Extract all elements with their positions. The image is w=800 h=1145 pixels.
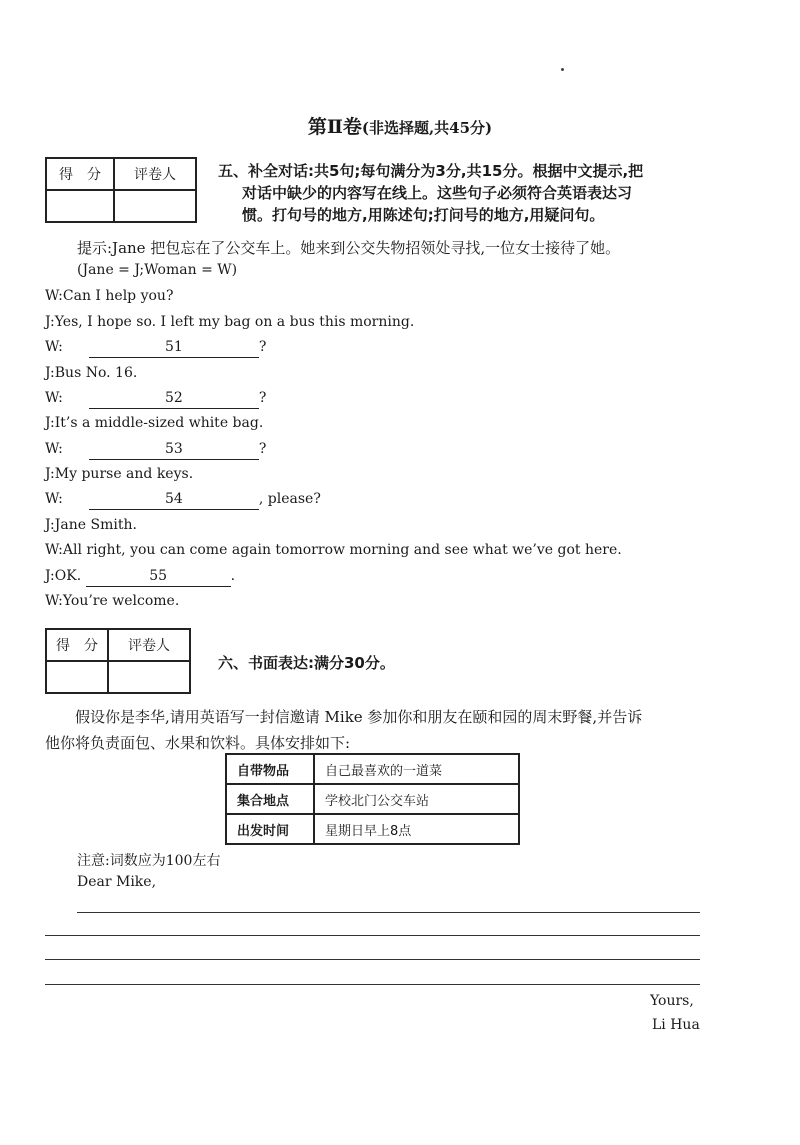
section5-legend: (Jane = J;Woman = W)	[77, 262, 238, 278]
answer-blank-52[interactable]: 52	[89, 390, 259, 409]
table-row	[226, 754, 519, 784]
writing-line[interactable]	[45, 959, 700, 960]
dialogue-line-5: W: 52 ?	[45, 390, 266, 409]
dialogue-line-12: J:OK. 55 .	[45, 568, 235, 587]
dialogue-line-10: J:Jane Smith.	[45, 517, 137, 533]
score-box-6	[45, 628, 191, 694]
letter-signature: Li Hua	[652, 1017, 700, 1033]
prompt-line-2: 他你将负责面包、水果和饮料。具体安排如下:	[45, 734, 351, 752]
grader-cell[interactable]	[114, 190, 196, 222]
answer-blank-54[interactable]: 54	[89, 491, 259, 510]
letter-closing: Yours,	[650, 993, 694, 1009]
dialogue-line-9: W: 54 , please?	[45, 491, 321, 510]
prompt-line-1: 假设你是李华,请用英语写一封信邀请 Mike 参加你和朋友在颐和园的周末野餐,并告诉	[75, 708, 643, 726]
section6-prompt	[45, 704, 745, 756]
word-count-note: 注意:词数应为100左右	[77, 853, 221, 869]
answer-blank-55[interactable]: 55	[86, 568, 231, 587]
page-title	[0, 112, 800, 139]
table-value: 星期日早上8点	[314, 814, 519, 844]
table-key: 自带物品	[226, 754, 314, 784]
table-row	[226, 814, 519, 844]
dialogue-line-7: W: 53 ?	[45, 441, 266, 460]
table-key: 出发时间	[226, 814, 314, 844]
table-value: 学校北门公交车站	[314, 784, 519, 814]
dialogue-line-3: W: 51 ?	[45, 339, 266, 358]
score-box-5	[45, 157, 197, 223]
arrangement-table	[225, 753, 520, 845]
answer-blank-53[interactable]: 53	[89, 441, 259, 460]
score-label: 得 分	[46, 629, 108, 661]
section5-heading-line1: 五、补全对话:共5句;每句满分为3分,共15分。根据中文提示,把	[218, 162, 644, 180]
score-label: 得 分	[46, 158, 114, 190]
grader-label: 评卷人	[114, 158, 196, 190]
score-cell[interactable]	[46, 190, 114, 222]
section5-heading-line2: 对话中缺少的内容写在线上。这些句子必须符合英语表达习	[242, 184, 633, 202]
table-row	[226, 784, 519, 814]
section5-heading	[218, 160, 758, 226]
writing-line[interactable]	[45, 935, 700, 936]
dialogue-line-8: J:My purse and keys.	[45, 466, 194, 482]
dialogue-line-4: J:Bus No. 16.	[45, 365, 138, 381]
writing-line[interactable]	[77, 912, 700, 913]
speck	[561, 68, 564, 71]
section5-heading-line3: 惯。打句号的地方,用陈述句;打问号的地方,用疑问句。	[242, 206, 605, 224]
score-cell[interactable]	[46, 661, 108, 693]
answer-blank-51[interactable]: 51	[89, 339, 259, 358]
dialogue-line-6: J:It’s a middle-sized white bag.	[45, 415, 264, 431]
title-main: 第Ⅱ卷	[307, 116, 362, 138]
table-key: 集合地点	[226, 784, 314, 814]
grader-cell[interactable]	[108, 661, 190, 693]
title-sub: (非选择题,共45分)	[361, 119, 493, 137]
dialogue-line-1: W:Can I help you?	[45, 288, 174, 304]
section5-hint: 提示:Jane 把包忘在了公交车上。她来到公交失物招领处寻找,一位女士接待了她。	[77, 239, 621, 257]
dialogue-line-13: W:You’re welcome.	[45, 593, 180, 609]
table-value: 自己最喜欢的一道菜	[314, 754, 519, 784]
grader-label: 评卷人	[108, 629, 190, 661]
dialogue-line-2: J:Yes, I hope so. I left my bag on a bus this morning.	[45, 314, 415, 330]
dialogue-line-11: W:All right, you can come again tomorrow morning and see what we’ve got here.	[45, 542, 622, 558]
section6-heading: 六、书面表达:满分30分。	[218, 654, 395, 672]
writing-line[interactable]	[45, 984, 700, 985]
letter-greeting: Dear Mike,	[77, 874, 157, 890]
